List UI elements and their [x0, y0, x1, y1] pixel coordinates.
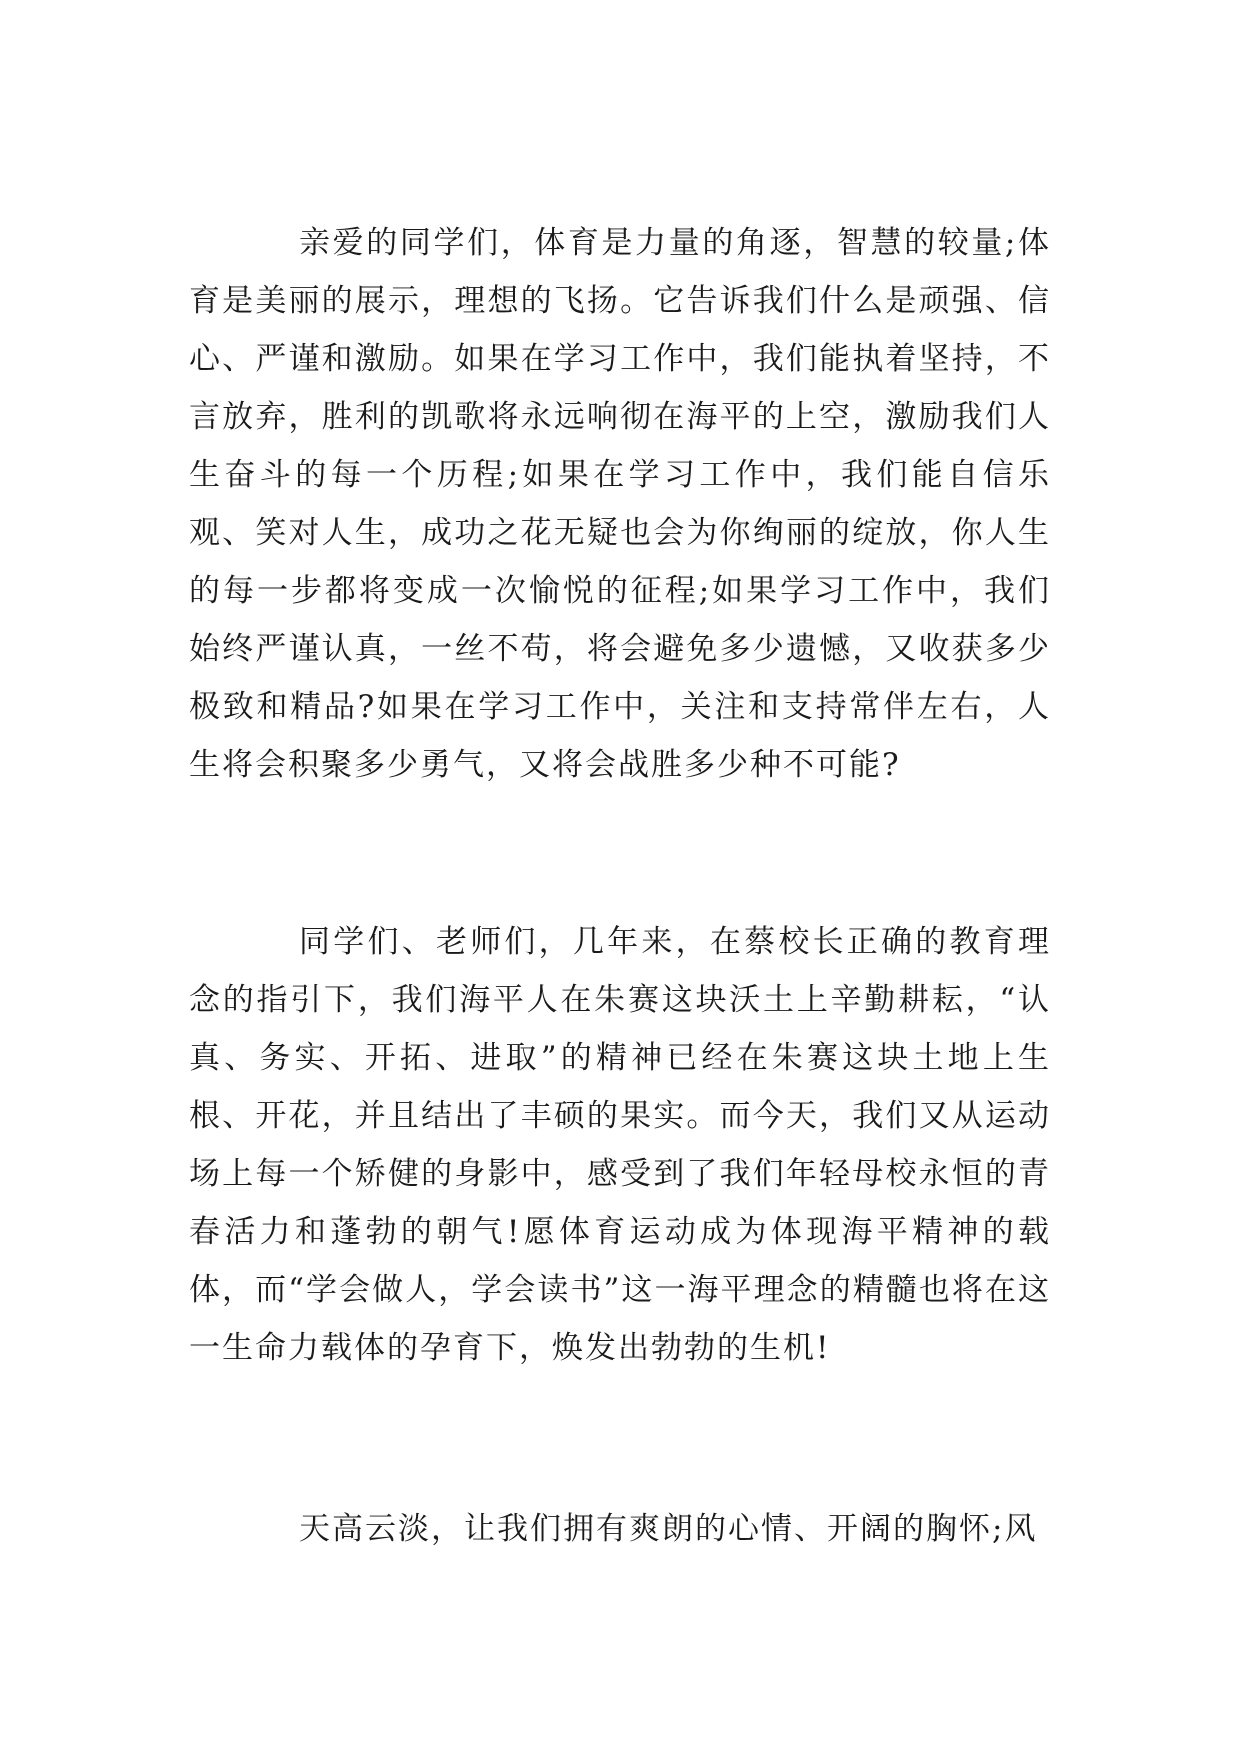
- paragraph-closing-start: 天高云淡，让我们拥有爽朗的心情、开阔的胸怀;风: [299, 1511, 1038, 1547]
- paragraph-speech-intro: 亲爱的同学们，体育是力量的角逐，智慧的较量;体育是美丽的展示，理想的飞扬。它告诉我们什么是顽强、信心、严谨和激励。如果在学习工作中，我们能执着坚持，不言放弃，胜利的凯歌将永远响彻在海平的上空，激励我们人生奋斗的每一个历程;如果在学习工作中，我们能自信乐观、笑对人生，成功之花无疑也会为你绚丽的绽放，你人生的每一步都将变成一次愉悦的征程;如果学习工作中，我们始终严谨认真，一丝不苟，将会避免多少遗憾，又收获多少极致和精品?如果在学习工作中，关注和支持常伴左右，人生将会积聚多少勇气，又将会战胜多少种不可能?: [189, 225, 1051, 783]
- paragraph-school-spirit: 同学们、老师们，几年来，在蔡校长正确的教育理念的指引下，我们海平人在朱赛这块沃土上辛勤耕耘，“认真、务实、开拓、进取”的精神已经在朱赛这块土地上生根、开花，并且结出了丰硕的果实。而今天，我们又从运动场上每一个矫健的身影中，感受到了我们年轻母校永恒的青春活力和蓬勃的朝气!愿体育运动成为体现海平精神的载体，而“学会做人，学会读书”这一海平理念的精髓也将在这一生命力载体的孕育下，焕发出勃勃的生机!: [189, 924, 1051, 1366]
